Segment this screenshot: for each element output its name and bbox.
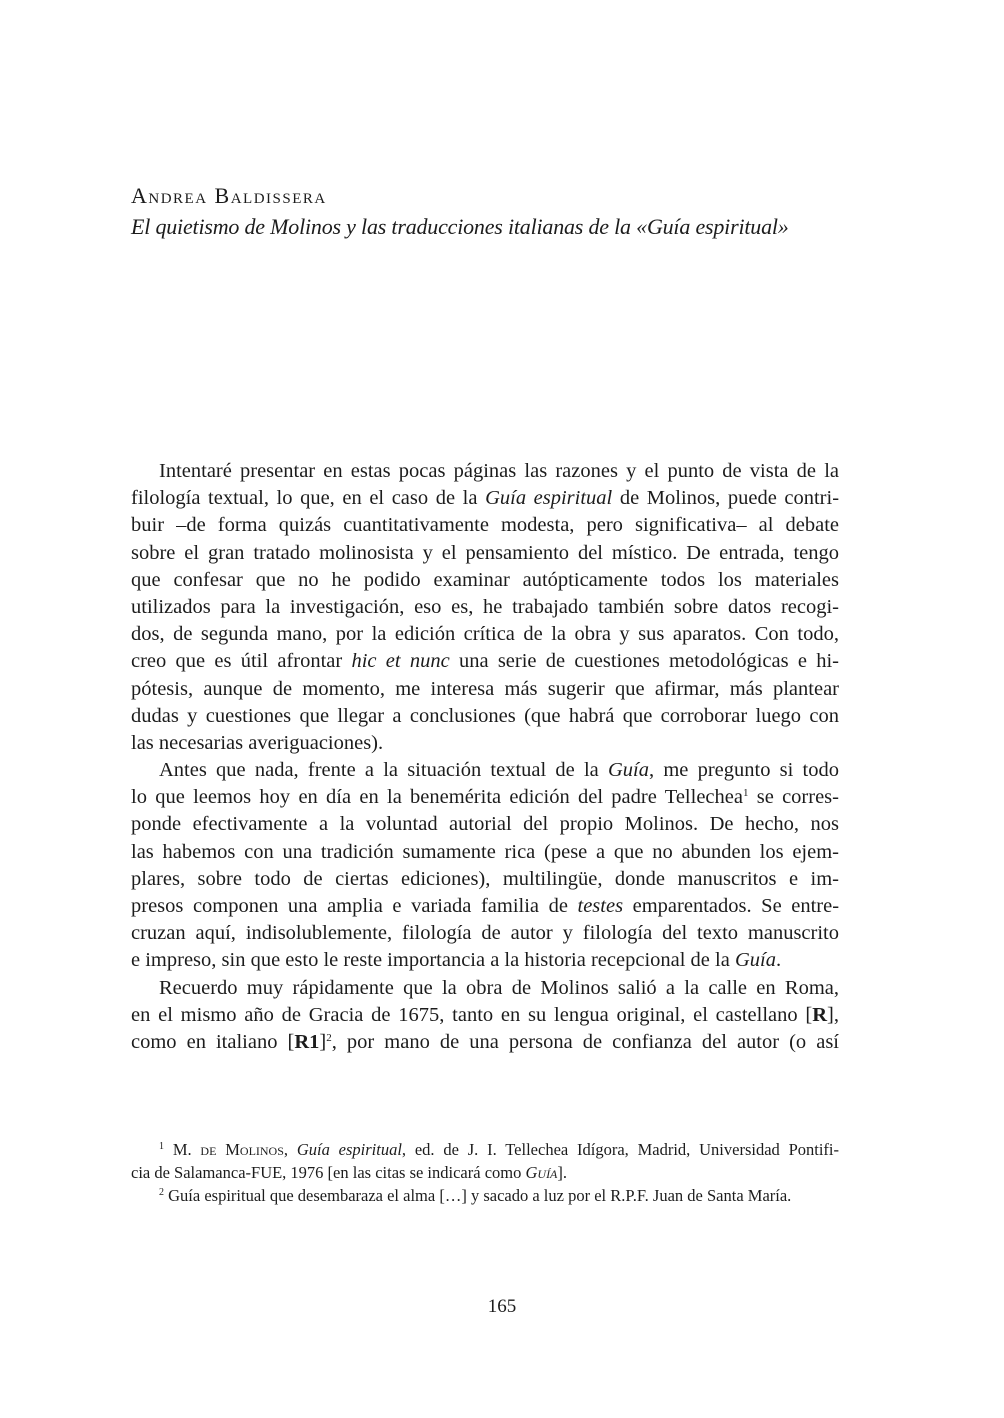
italic-text: Guía espiritual: [485, 487, 613, 510]
siglum: R1: [294, 1030, 320, 1053]
footnote-ref: 1: [742, 787, 749, 800]
page-number: 165: [487, 1296, 517, 1317]
body-text: [131, 458, 839, 1056]
text-line: cruzan aquí, indisolublemente, filología de autor y filología del texto manuscrito: [131, 922, 839, 945]
text-line: utilizados para la investigación, eso es, he trabajado también sobre datos recogi-: [131, 595, 839, 618]
text-line: filología textual, lo que, en el caso de la Guía espiritual de Molinos, puede contri-: [131, 487, 840, 510]
siglum: R: [812, 1003, 828, 1026]
text-line: Recuerdo muy rápidamente que la obra de Molinos salió a la calle en Roma,: [159, 976, 839, 999]
text-line: buir –de forma quizás cuantitativamente modesta, pero significativa– al debate: [131, 514, 839, 537]
italic-text: Guía: [608, 759, 649, 782]
footnotes: [131, 1138, 839, 1207]
text-line: las necesarias averiguaciones).: [131, 731, 384, 754]
text-line: creo que es útil afrontar hic et nunc una serie de cuestiones metodológicas e hi-: [131, 650, 840, 673]
text-line: Intentaré presentar en estas pocas páginas las razones y el punto de vista de la: [159, 460, 839, 482]
footnote-line: cia de Salamanca-FUE, 1976 [en las citas se indicará como Guía].: [131, 1163, 568, 1182]
article-title: El quietismo de Molinos y las traducciones italianas de la «Guía espiritual»: [131, 214, 789, 239]
text-line: presos componen una amplia e variada familia de testes emparentados. Se entre-: [131, 895, 840, 917]
text-line: sobre el gran tratado molinosista y el pensamiento del místico. De entrada, tengo: [131, 541, 839, 564]
text-line: dos, de segunda mano, por la edición crítica de la obra y sus aparatos. Con todo,: [131, 623, 839, 646]
text-line: en el mismo año de Gracia de 1675, tanto en su lengua original, el castellano [R],: [131, 1003, 839, 1026]
text-line: pótesis, aunque de momento, me interesa más sugerir que afirmar, más plantear: [131, 677, 839, 700]
footnote-line: $^2$ Guía espiritual que desembaraza el alma […] y sacado a luz por el R.P.F. Juan de Santa María.: [159, 1186, 792, 1205]
text-line: que confesar que no he podido examinar autópticamente todos los materiales: [131, 568, 839, 591]
italic-text: testes: [577, 895, 624, 917]
text-line: dudas y cuestiones que llegar a conclusiones (que habrá que corroborar luego con: [131, 704, 839, 727]
text-line: como en italiano $[R1]^2$, por mano de una persona de confianza del autor (o así: [131, 1030, 840, 1053]
text-line: Antes que nada, frente a la situación textual de la Guía, me pregunto si todo: [159, 759, 839, 782]
italic-text: Guía: [734, 949, 776, 972]
author-name: Andrea Baldissera: [131, 183, 327, 208]
text-line: e impreso, sin que esto le reste importancia a la historia recepcional de la Guía.: [131, 949, 782, 972]
footnote-ref: 2: [326, 1031, 332, 1044]
footnote-line: $^1$ M. de Molinos, Guía espiritual, ed. de J. I. Tellechea Idígora, Madrid, Universidad Pontifi-: [159, 1140, 839, 1159]
text-line: las habemos con una tradición sumamente rica (pese a que no abunden los ejem-: [131, 840, 839, 863]
text-line: ponde efectivamente a la voluntad autorial del propio Molinos. De hecho, nos: [131, 813, 839, 836]
text-line: plares, sobre todo de ciertas ediciones), multilingüe, donde manuscritos e im-: [131, 867, 839, 890]
text-line: lo que leemos hoy en día en la benemérita edición del padre Tellechea$^1$ se corres-: [131, 786, 839, 809]
italic-text: hic et nunc: [351, 650, 450, 673]
